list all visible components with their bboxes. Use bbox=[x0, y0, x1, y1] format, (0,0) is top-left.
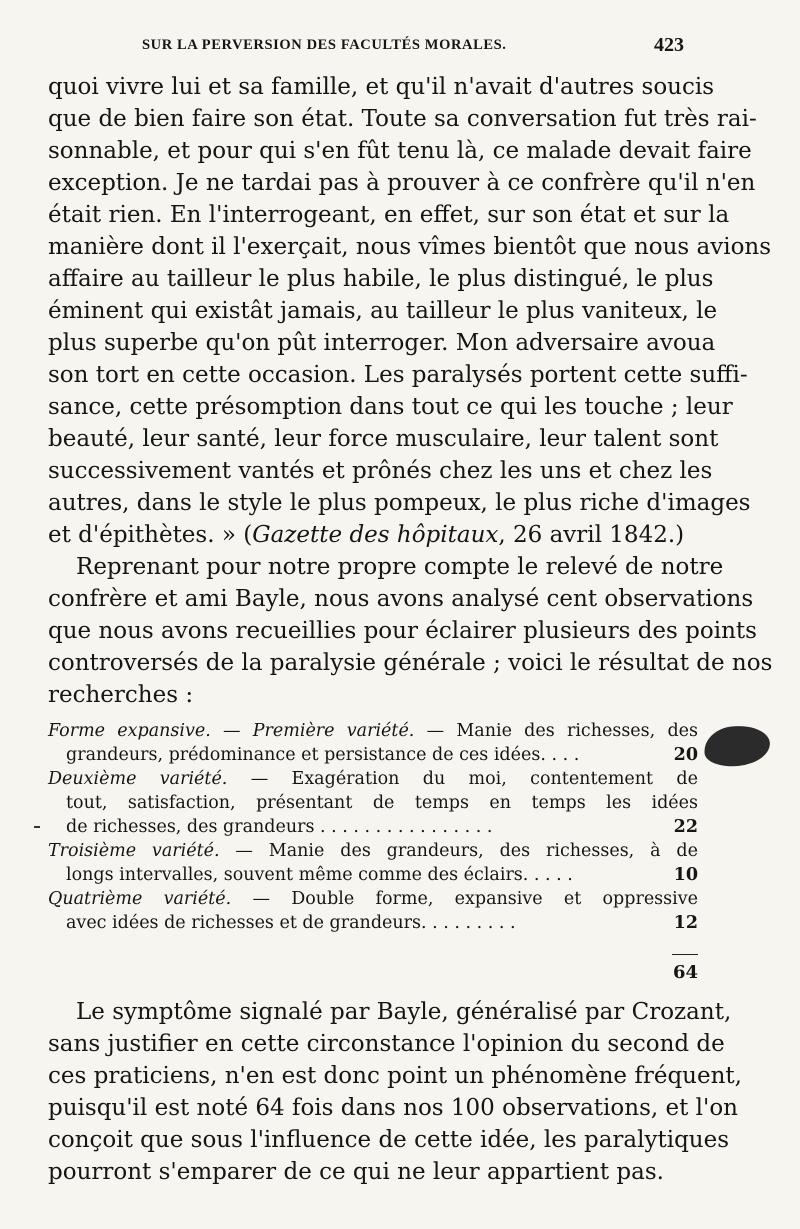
row-label: Troisième variété. bbox=[48, 841, 220, 861]
running-header bbox=[142, 34, 684, 61]
table-row-continuation bbox=[48, 911, 698, 935]
text-line: beauté, leur santé, leur force musculaire, leur talent sont bbox=[48, 426, 719, 452]
total-rule bbox=[672, 954, 698, 955]
text-line: manière dont il l'exerçait, nous vîmes bientôt que nous avions bbox=[48, 234, 772, 260]
text-line: sonnable, et pour qui s'en fût tenu là, ce malade devait faire bbox=[48, 138, 752, 164]
text-line: plus superbe qu'on pût interroger. Mon adversaire avoua bbox=[48, 330, 716, 356]
text-line: son tort en cette occasion. Les paralysés portent cette suffi- bbox=[48, 362, 748, 388]
row-text: — Manie des richesses, des bbox=[426, 721, 698, 741]
text-line: ces praticiens, n'en est donc point un phénomène fréquent, bbox=[48, 1063, 742, 1089]
table-total: 64 bbox=[672, 962, 698, 983]
table-row bbox=[48, 839, 698, 863]
main-text bbox=[48, 71, 773, 711]
row-text: — Exagération du moi, contentement de bbox=[250, 769, 698, 789]
text-line: que nous avons recueillies pour éclairer plusieurs des points bbox=[48, 618, 757, 644]
table-row bbox=[48, 719, 698, 743]
table-row bbox=[48, 767, 698, 791]
ink-blot bbox=[702, 723, 772, 770]
table-row-continuation bbox=[48, 815, 698, 839]
row-continuation: avec idées de richesses et de grandeurs. . . . . . . . . bbox=[66, 913, 516, 933]
text-line: que de bien faire son état. Toute sa conversation fut très rai- bbox=[48, 106, 757, 132]
table-row bbox=[48, 887, 698, 911]
citation-line bbox=[48, 519, 698, 551]
row-continuation: longs intervalles, souvent même comme des éclairs. . . . . bbox=[66, 865, 573, 885]
text-line: pourront s'emparer de ce qui ne leur appartient pas. bbox=[48, 1159, 664, 1185]
text-line: Le symptôme signalé par Bayle, généralisé par Crozant, bbox=[76, 999, 732, 1025]
row-continuation: grandeurs, prédominance et persistance de ces idées. . . . bbox=[66, 745, 580, 765]
text-line: autres, dans le style le plus pompeux, le plus riche d'images bbox=[48, 490, 751, 516]
header-title: SUR LA PERVERSION DES FACULTÉS MORALES. bbox=[142, 37, 507, 53]
row-text: — Manie des grandeurs, des richesses, à de bbox=[235, 841, 698, 861]
text-line: successivement vantés et prônés chez les uns et chez les bbox=[48, 458, 713, 484]
table-row-continuation bbox=[48, 743, 698, 767]
text-line: éminent qui existât jamais, au tailleur le plus vaniteux, le bbox=[48, 298, 718, 324]
text-line: affaire au tailleur le plus habile, le plus distingué, le plus bbox=[48, 266, 714, 292]
table-row-continuation: tout, satisfaction, présentant de temps en temps les idées bbox=[66, 793, 698, 813]
row-count: 12 bbox=[673, 913, 698, 933]
text-line: quoi vivre lui et sa famille, et qu'il n'avait d'autres soucis bbox=[48, 74, 715, 100]
text-line: sance, cette présomption dans tout ce qui les touche ; leur bbox=[48, 394, 733, 420]
text-line: puisqu'il est noté 64 fois dans nos 100 observations, et l'on bbox=[48, 1095, 738, 1121]
text-line: confrère et ami Bayle, nous avons analysé cent observations bbox=[48, 586, 754, 612]
page-number: 423 bbox=[654, 34, 684, 56]
text-line: Reprenant pour notre propre compte le relevé de notre bbox=[76, 554, 724, 580]
text-line: recherches : bbox=[48, 682, 194, 708]
text-line: exception. Je ne tardai pas à prouver à ce confrère qu'il n'en bbox=[48, 170, 756, 196]
row-label: Quatrième variété. bbox=[48, 889, 232, 909]
main-text-continued bbox=[48, 996, 742, 1188]
text-line: conçoit que sous l'influence de cette idée, les paralytiques bbox=[48, 1127, 730, 1153]
row-text: — Double forme, expansive et oppressive bbox=[252, 889, 698, 909]
row-continuation: de richesses, des grandeurs . . . . . . . . . . . . . . . . bbox=[66, 817, 493, 837]
text-line: était rien. En l'interrogeant, en effet, sur son état et sur la bbox=[48, 202, 730, 228]
margin-mark bbox=[34, 826, 40, 828]
row-label: Deuxième variété. bbox=[48, 769, 228, 789]
results-table bbox=[48, 719, 698, 935]
text-line: sans justifier en cette circonstance l'opinion du second de bbox=[48, 1031, 725, 1057]
citation-source: Gazette des hôpitaux bbox=[252, 522, 499, 548]
citation-before: et d'épithètes. » ( bbox=[48, 522, 253, 548]
row-count: 22 bbox=[673, 817, 698, 837]
text-line: controversés de la paralysie générale ; voici le résultat de nos bbox=[48, 650, 773, 676]
row-count: 20 bbox=[673, 745, 698, 765]
citation-after: , 26 avril 1842.) bbox=[498, 522, 685, 548]
row-label: Forme expansive. — Première variété. bbox=[48, 721, 415, 741]
row-count: 10 bbox=[673, 865, 698, 885]
table-row-continuation bbox=[48, 863, 698, 887]
